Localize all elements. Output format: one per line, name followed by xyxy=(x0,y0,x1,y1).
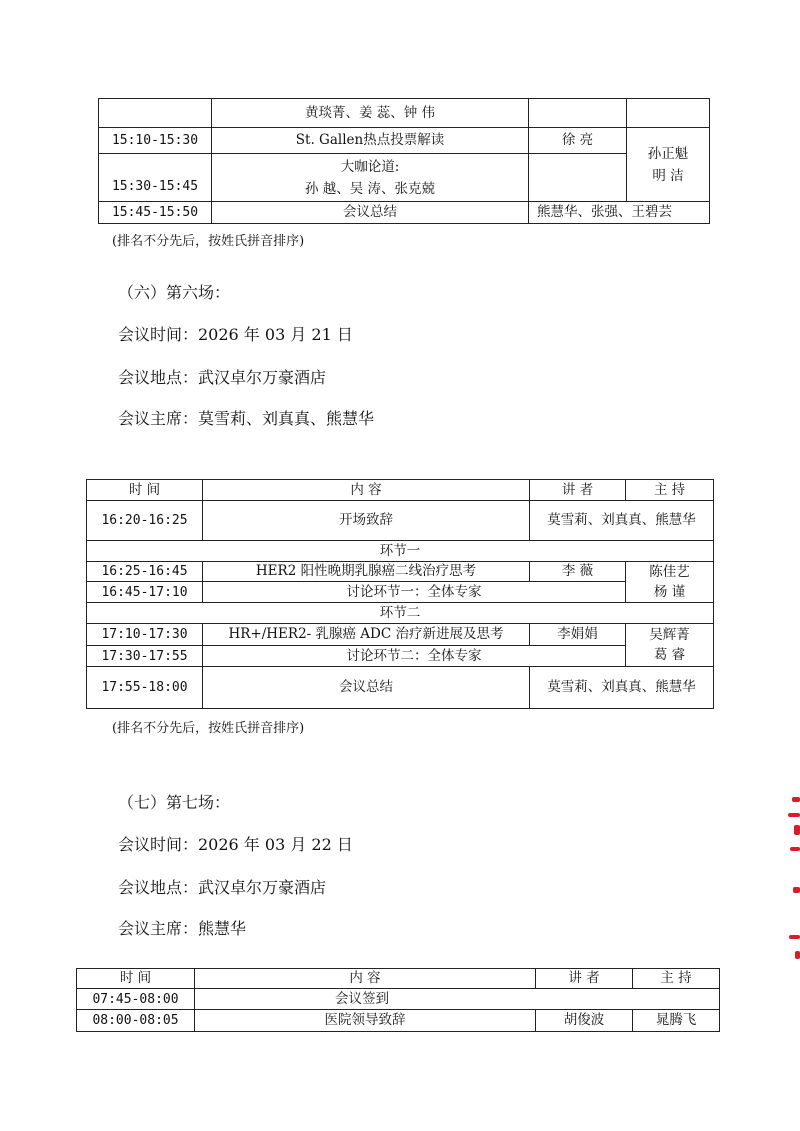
host-name: 明 洁 xyxy=(652,167,684,184)
content-cell: HER2 阳性晚期乳腺癌二线治疗思考 xyxy=(203,562,530,582)
time-cell: 17:55-18:00 xyxy=(87,667,203,709)
content-cell: HR+/HER2- 乳腺癌 ADC 治疗新进展及思考 xyxy=(203,624,530,646)
speaker-cell xyxy=(529,154,627,202)
section-row: 环节二 xyxy=(87,603,714,624)
host-name: 孙正魁 xyxy=(647,145,689,162)
section-row: 环节一 xyxy=(87,541,714,562)
content-cell: 会议总结 xyxy=(203,667,530,709)
host-cell xyxy=(627,99,710,128)
speaker-cell: 李娟娟 xyxy=(530,624,626,646)
speaker-cell: 胡俊波 xyxy=(536,1010,633,1032)
content-cell: 会议总结 xyxy=(212,202,529,224)
time-cell xyxy=(99,99,212,128)
header-content: 内 容 xyxy=(203,480,530,501)
host-cell: 晁腾飞 xyxy=(633,1010,720,1032)
session6-chair: 会议主席：莫雪莉、刘真真、熊慧华 xyxy=(118,409,375,428)
header-host: 主 持 xyxy=(633,969,720,989)
session7-agenda-table xyxy=(76,968,720,1032)
host-cell xyxy=(627,128,710,202)
header-speaker: 讲 者 xyxy=(530,480,626,501)
host-name: 吴辉菁 xyxy=(649,627,690,643)
host-cell xyxy=(626,562,714,603)
content-cell: 黄琰菁、姜 蕊、钟 伟 xyxy=(212,99,529,128)
time-cell: 15:10-15:30 xyxy=(99,128,212,154)
red-seal-fragment xyxy=(784,795,800,965)
time-cell: 17:30-17:55 xyxy=(87,646,203,667)
agenda-table-continued xyxy=(98,98,710,224)
session7-time: 会议时间：2026 年 03 月 22 日 xyxy=(118,835,353,854)
content-cell: 医院领导致辞 xyxy=(195,1010,536,1032)
header-host: 主 持 xyxy=(626,480,714,501)
time-cell: 17:10-17:30 xyxy=(87,624,203,646)
ranking-note: (排名不分先后，按姓氏拼音排序) xyxy=(112,721,305,736)
time-cell: 16:20-16:25 xyxy=(87,501,203,541)
session6-heading: （六）第六场： xyxy=(118,283,231,302)
speaker-cell: 李 薇 xyxy=(530,562,626,582)
host-name: 杨 谨 xyxy=(653,584,686,600)
host-name: 葛 睿 xyxy=(653,647,686,663)
header-content: 内 容 xyxy=(195,969,536,989)
time-cell: 15:45-15:50 xyxy=(99,202,212,224)
time-cell: 15:30-15:45 xyxy=(99,154,212,202)
time-cell: 16:45-17:10 xyxy=(87,582,203,603)
session7-heading: （七）第七场： xyxy=(118,793,231,812)
time-cell: 07:45-08:00 xyxy=(77,989,195,1010)
header-time: 时 间 xyxy=(87,480,203,501)
session7-chair: 会议主席：熊慧华 xyxy=(118,919,247,938)
content-cell: 讨论环节一：全体专家 xyxy=(203,582,626,603)
session6-place: 会议地点：武汉卓尔万豪酒店 xyxy=(118,368,327,387)
ranking-note: (排名不分先后，按姓氏拼音排序) xyxy=(112,234,305,249)
speaker-cell: 熊慧华、张强、王碧芸 xyxy=(529,202,710,224)
speaker-cell: 莫雪莉、刘真真、熊慧华 xyxy=(530,501,714,541)
session6-time: 会议时间：2026 年 03 月 21 日 xyxy=(118,325,353,344)
content-cell: 会议签到 xyxy=(195,989,720,1010)
host-name: 陈佳艺 xyxy=(649,564,690,580)
speaker-cell: 莫雪莉、刘真真、熊慧华 xyxy=(530,667,714,709)
speaker-cell: 徐 亮 xyxy=(529,128,627,154)
speaker-cell xyxy=(529,99,627,128)
header-speaker: 讲 者 xyxy=(536,969,633,989)
content-cell: St. Gallen热点投票解读 xyxy=(212,128,529,154)
time-cell: 08:00-08:05 xyxy=(77,1010,195,1032)
content-cell: 开场致辞 xyxy=(203,501,530,541)
session6-agenda-table xyxy=(86,479,714,709)
header-time: 时 间 xyxy=(77,969,195,989)
content-line: 孙 越、吴 涛、张克兢 xyxy=(304,180,436,197)
time-cell: 16:25-16:45 xyxy=(87,562,203,582)
content-cell xyxy=(212,154,529,202)
content-line: 大咖论道: xyxy=(340,158,400,175)
session7-place: 会议地点：武汉卓尔万豪酒店 xyxy=(118,878,327,897)
host-cell xyxy=(626,624,714,667)
content-cell: 讨论环节二：全体专家 xyxy=(203,646,626,667)
